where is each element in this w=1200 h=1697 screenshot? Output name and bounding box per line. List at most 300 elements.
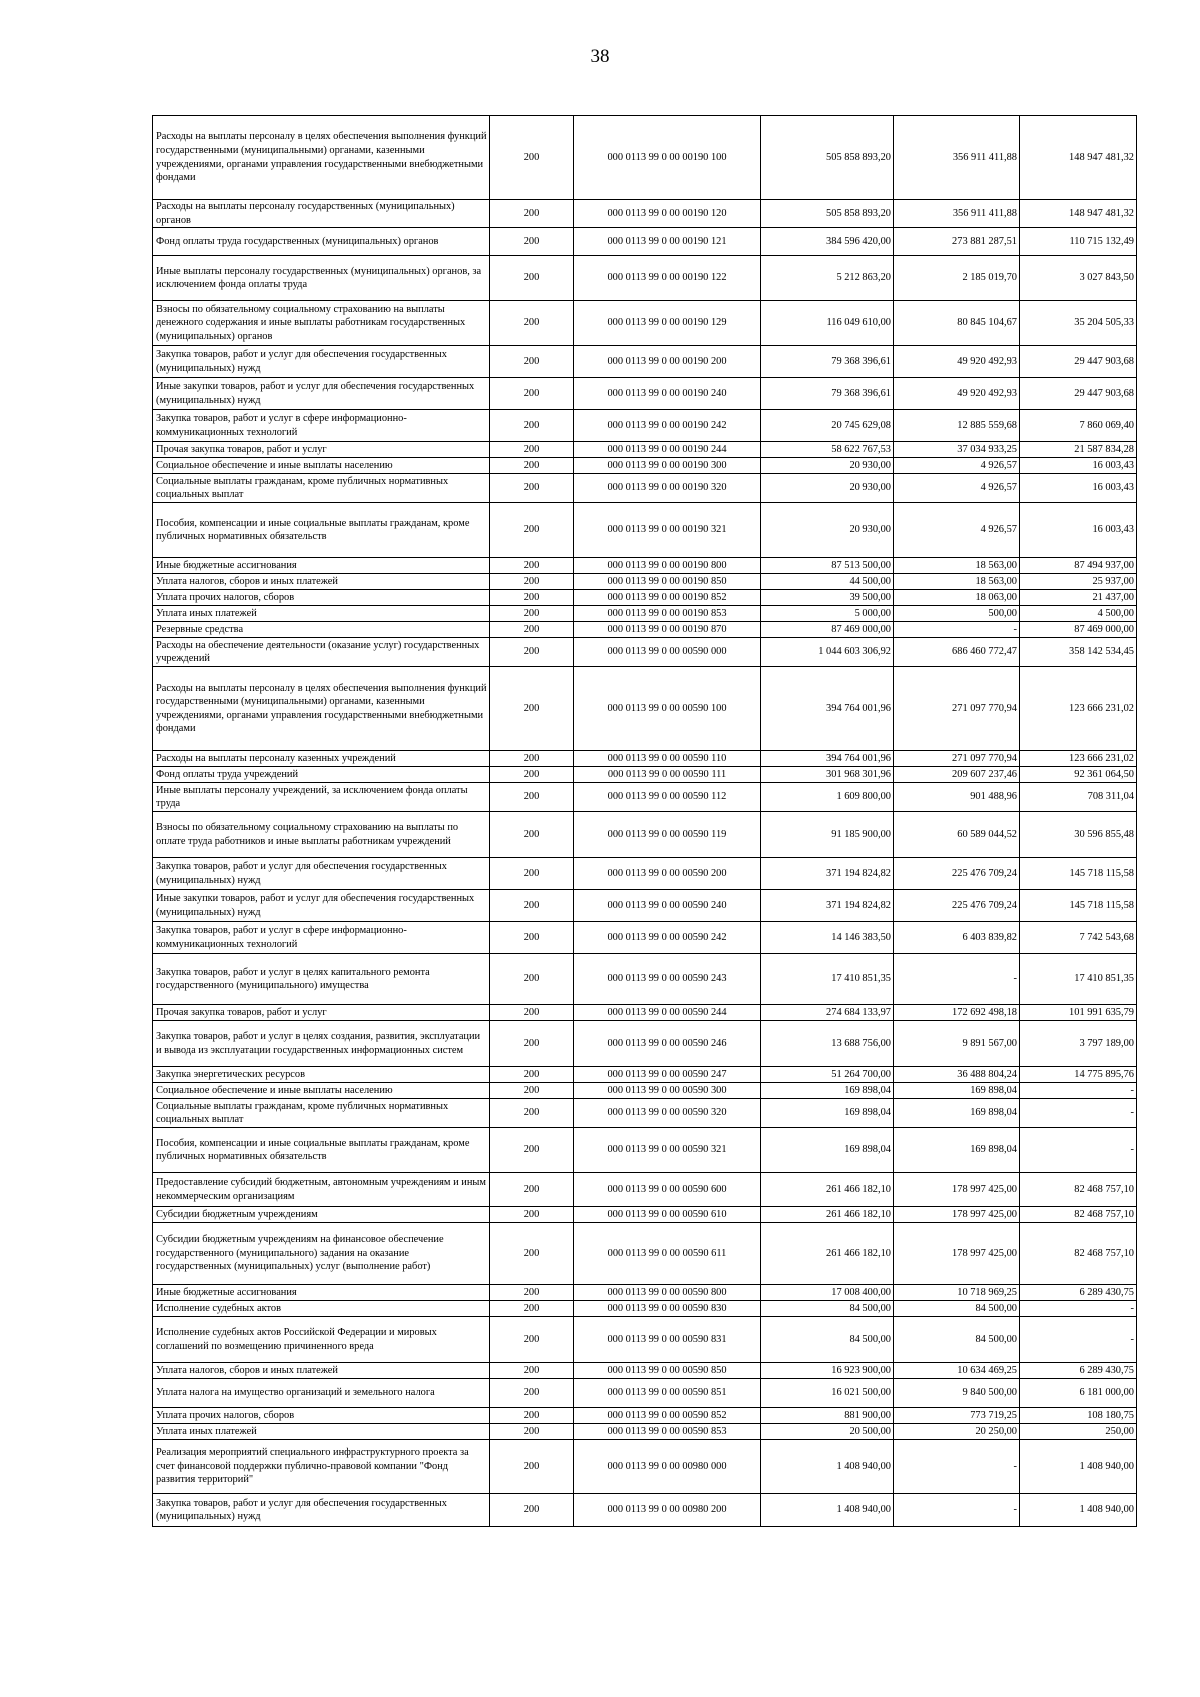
row-line-code: 200 bbox=[490, 458, 574, 474]
row-classification-code: 000 0113 99 0 00 00190 853 bbox=[574, 606, 761, 622]
row-classification-code: 000 0113 99 0 00 00190 870 bbox=[574, 622, 761, 638]
row-unexecuted-amount: 82 468 757,10 bbox=[1020, 1207, 1137, 1223]
row-line-code: 200 bbox=[490, 256, 574, 301]
row-classification-code: 000 0113 99 0 00 00190 121 bbox=[574, 228, 761, 256]
row-classification-code: 000 0113 99 0 00 00190 321 bbox=[574, 503, 761, 558]
row-name: Уплата иных платежей bbox=[153, 606, 490, 622]
row-executed-amount: 4 926,57 bbox=[894, 474, 1020, 503]
row-unexecuted-amount: 358 142 534,45 bbox=[1020, 638, 1137, 667]
row-line-code: 200 bbox=[490, 1301, 574, 1317]
row-classification-code: 000 0113 99 0 00 00590 831 bbox=[574, 1317, 761, 1363]
row-classification-code: 000 0113 99 0 00 00590 247 bbox=[574, 1067, 761, 1083]
row-executed-amount: 4 926,57 bbox=[894, 503, 1020, 558]
row-approved-amount: 51 264 700,00 bbox=[761, 1067, 894, 1083]
table-row bbox=[153, 1285, 1137, 1301]
table-row bbox=[153, 1021, 1137, 1067]
row-unexecuted-amount: 21 437,00 bbox=[1020, 590, 1137, 606]
row-executed-amount: 60 589 044,52 bbox=[894, 812, 1020, 858]
row-unexecuted-amount: 7 860 069,40 bbox=[1020, 410, 1137, 442]
row-approved-amount: 16 923 900,00 bbox=[761, 1363, 894, 1379]
row-unexecuted-amount: 17 410 851,35 bbox=[1020, 954, 1137, 1005]
table-row bbox=[153, 590, 1137, 606]
row-executed-amount: - bbox=[894, 1440, 1020, 1494]
row-line-code: 200 bbox=[490, 1223, 574, 1285]
row-name: Расходы на выплаты персоналу в целях обеспечения выполнения функций государственными (муниципальными) органами, казенными учреждениями, органами управления государственными внебюджетными фондами bbox=[153, 667, 490, 751]
row-line-code: 200 bbox=[490, 1408, 574, 1424]
row-line-code: 200 bbox=[490, 410, 574, 442]
table-row bbox=[153, 1067, 1137, 1083]
row-executed-amount: 178 997 425,00 bbox=[894, 1207, 1020, 1223]
table-row bbox=[153, 890, 1137, 922]
row-executed-amount: 84 500,00 bbox=[894, 1301, 1020, 1317]
row-line-code: 200 bbox=[490, 638, 574, 667]
row-line-code: 200 bbox=[490, 590, 574, 606]
row-approved-amount: 1 408 940,00 bbox=[761, 1494, 894, 1527]
row-classification-code: 000 0113 99 0 00 00590 246 bbox=[574, 1021, 761, 1067]
row-approved-amount: 274 684 133,97 bbox=[761, 1005, 894, 1021]
row-line-code: 200 bbox=[490, 301, 574, 346]
row-name: Резервные средства bbox=[153, 622, 490, 638]
row-approved-amount: 79 368 396,61 bbox=[761, 346, 894, 378]
row-name: Иные выплаты персоналу государственных (муниципальных) органов, за исключением фонда оплаты труда bbox=[153, 256, 490, 301]
row-unexecuted-amount: 14 775 895,76 bbox=[1020, 1067, 1137, 1083]
row-line-code: 200 bbox=[490, 1067, 574, 1083]
table-row bbox=[153, 812, 1137, 858]
row-name: Фонд оплаты труда учреждений bbox=[153, 767, 490, 783]
row-name: Расходы на обеспечение деятельности (оказание услуг) государственных учреждений bbox=[153, 638, 490, 667]
row-classification-code: 000 0113 99 0 00 00190 244 bbox=[574, 442, 761, 458]
row-name: Исполнение судебных актов Российской Федерации и мировых соглашений по возмещению причиненного вреда bbox=[153, 1317, 490, 1363]
row-name: Закупка товаров, работ и услуг в сфере информационно-коммуникационных технологий bbox=[153, 410, 490, 442]
table-row bbox=[153, 116, 1137, 200]
row-unexecuted-amount: - bbox=[1020, 1317, 1137, 1363]
row-unexecuted-amount: 16 003,43 bbox=[1020, 458, 1137, 474]
row-approved-amount: 169 898,04 bbox=[761, 1099, 894, 1128]
row-executed-amount: 209 607 237,46 bbox=[894, 767, 1020, 783]
row-name: Социальные выплаты гражданам, кроме публичных нормативных социальных выплат bbox=[153, 474, 490, 503]
row-name: Уплата иных платежей bbox=[153, 1424, 490, 1440]
row-classification-code: 000 0113 99 0 00 00190 300 bbox=[574, 458, 761, 474]
row-approved-amount: 394 764 001,96 bbox=[761, 667, 894, 751]
row-executed-amount: 178 997 425,00 bbox=[894, 1223, 1020, 1285]
table-row bbox=[153, 1424, 1137, 1440]
row-line-code: 200 bbox=[490, 767, 574, 783]
row-name: Расходы на выплаты персоналу в целях обеспечения выполнения функций государственными (муниципальными) органами, казенными учреждениями, органами управления государственными внебюджетными фондами bbox=[153, 116, 490, 200]
row-unexecuted-amount: 7 742 543,68 bbox=[1020, 922, 1137, 954]
row-unexecuted-amount: - bbox=[1020, 1083, 1137, 1099]
row-name: Иные закупки товаров, работ и услуг для обеспечения государственных (муниципальных) нужд bbox=[153, 890, 490, 922]
table-row bbox=[153, 783, 1137, 812]
row-classification-code: 000 0113 99 0 00 00590 800 bbox=[574, 1285, 761, 1301]
row-unexecuted-amount: 3 027 843,50 bbox=[1020, 256, 1137, 301]
row-name: Иные выплаты персоналу учреждений, за исключением фонда оплаты труда bbox=[153, 783, 490, 812]
page-number: 38 bbox=[590, 46, 610, 67]
table-row bbox=[153, 474, 1137, 503]
table-row bbox=[153, 751, 1137, 767]
row-line-code: 200 bbox=[490, 442, 574, 458]
row-unexecuted-amount: - bbox=[1020, 1128, 1137, 1173]
row-classification-code: 000 0113 99 0 00 00590 321 bbox=[574, 1128, 761, 1173]
row-executed-amount: 172 692 498,18 bbox=[894, 1005, 1020, 1021]
row-name: Субсидии бюджетным учреждениям на финансовое обеспечение государственного (муниципального) задания на оказание государственных (муниципальных) услуг (выполнение работ) bbox=[153, 1223, 490, 1285]
row-classification-code: 000 0113 99 0 00 00590 200 bbox=[574, 858, 761, 890]
row-approved-amount: 881 900,00 bbox=[761, 1408, 894, 1424]
row-line-code: 200 bbox=[490, 1128, 574, 1173]
row-classification-code: 000 0113 99 0 00 00590 110 bbox=[574, 751, 761, 767]
row-name: Исполнение судебных актов bbox=[153, 1301, 490, 1317]
row-unexecuted-amount: 250,00 bbox=[1020, 1424, 1137, 1440]
table-row bbox=[153, 1408, 1137, 1424]
row-unexecuted-amount: 6 289 430,75 bbox=[1020, 1285, 1137, 1301]
row-unexecuted-amount: 30 596 855,48 bbox=[1020, 812, 1137, 858]
row-line-code: 200 bbox=[490, 558, 574, 574]
table-row bbox=[153, 442, 1137, 458]
row-classification-code: 000 0113 99 0 00 00590 852 bbox=[574, 1408, 761, 1424]
table-row bbox=[153, 767, 1137, 783]
table-row bbox=[153, 1173, 1137, 1207]
row-name: Прочая закупка товаров, работ и услуг bbox=[153, 1005, 490, 1021]
row-name: Иные бюджетные ассигнования bbox=[153, 1285, 490, 1301]
row-line-code: 200 bbox=[490, 890, 574, 922]
row-name: Реализация мероприятий специального инфраструктурного проекта за счет финансовой поддержки публично-правовой компании "Фонд развития территорий" bbox=[153, 1440, 490, 1494]
table-row bbox=[153, 256, 1137, 301]
row-executed-amount: - bbox=[894, 1494, 1020, 1527]
row-classification-code: 000 0113 99 0 00 00590 320 bbox=[574, 1099, 761, 1128]
row-name: Пособия, компенсации и иные социальные выплаты гражданам, кроме публичных нормативных обязательств bbox=[153, 503, 490, 558]
row-unexecuted-amount: 92 361 064,50 bbox=[1020, 767, 1137, 783]
row-approved-amount: 261 466 182,10 bbox=[761, 1173, 894, 1207]
row-approved-amount: 371 194 824,82 bbox=[761, 890, 894, 922]
row-approved-amount: 13 688 756,00 bbox=[761, 1021, 894, 1067]
row-classification-code: 000 0113 99 0 00 00590 111 bbox=[574, 767, 761, 783]
row-line-code: 200 bbox=[490, 574, 574, 590]
row-executed-amount: 9 891 567,00 bbox=[894, 1021, 1020, 1067]
row-approved-amount: 17 008 400,00 bbox=[761, 1285, 894, 1301]
row-executed-amount: 6 403 839,82 bbox=[894, 922, 1020, 954]
row-approved-amount: 1 044 603 306,92 bbox=[761, 638, 894, 667]
row-unexecuted-amount: - bbox=[1020, 1301, 1137, 1317]
table-row bbox=[153, 1128, 1137, 1173]
row-executed-amount: 178 997 425,00 bbox=[894, 1173, 1020, 1207]
row-line-code: 200 bbox=[490, 858, 574, 890]
budget-table-body bbox=[153, 116, 1137, 1527]
row-unexecuted-amount: 110 715 132,49 bbox=[1020, 228, 1137, 256]
row-unexecuted-amount: - bbox=[1020, 1099, 1137, 1128]
row-approved-amount: 79 368 396,61 bbox=[761, 378, 894, 410]
row-unexecuted-amount: 6 181 000,00 bbox=[1020, 1379, 1137, 1408]
row-name: Закупка товаров, работ и услуг в целях создания, развития, эксплуатации и вывода из эксплуатации государственных информационных систем bbox=[153, 1021, 490, 1067]
row-approved-amount: 20 930,00 bbox=[761, 474, 894, 503]
row-classification-code: 000 0113 99 0 00 00190 852 bbox=[574, 590, 761, 606]
row-approved-amount: 91 185 900,00 bbox=[761, 812, 894, 858]
row-name: Уплата прочих налогов, сборов bbox=[153, 590, 490, 606]
row-classification-code: 000 0113 99 0 00 00590 112 bbox=[574, 783, 761, 812]
table-row bbox=[153, 503, 1137, 558]
row-approved-amount: 14 146 383,50 bbox=[761, 922, 894, 954]
row-approved-amount: 17 410 851,35 bbox=[761, 954, 894, 1005]
row-executed-amount: 84 500,00 bbox=[894, 1317, 1020, 1363]
row-unexecuted-amount: 123 666 231,02 bbox=[1020, 751, 1137, 767]
table-row bbox=[153, 954, 1137, 1005]
row-classification-code: 000 0113 99 0 00 00590 240 bbox=[574, 890, 761, 922]
row-line-code: 200 bbox=[490, 622, 574, 638]
row-approved-amount: 5 000,00 bbox=[761, 606, 894, 622]
row-executed-amount: 169 898,04 bbox=[894, 1128, 1020, 1173]
row-line-code: 200 bbox=[490, 751, 574, 767]
row-executed-amount: 18 063,00 bbox=[894, 590, 1020, 606]
row-executed-amount: 12 885 559,68 bbox=[894, 410, 1020, 442]
table-row bbox=[153, 558, 1137, 574]
row-name: Взносы по обязательному социальному страхованию на выплаты по оплате труда работников и иные выплаты работникам учреждений bbox=[153, 812, 490, 858]
row-unexecuted-amount: 1 408 940,00 bbox=[1020, 1494, 1137, 1527]
row-executed-amount: 169 898,04 bbox=[894, 1099, 1020, 1128]
table-row bbox=[153, 1223, 1137, 1285]
row-approved-amount: 384 596 420,00 bbox=[761, 228, 894, 256]
table-row bbox=[153, 638, 1137, 667]
row-classification-code: 000 0113 99 0 00 00590 851 bbox=[574, 1379, 761, 1408]
row-classification-code: 000 0113 99 0 00 00190 240 bbox=[574, 378, 761, 410]
row-classification-code: 000 0113 99 0 00 00190 850 bbox=[574, 574, 761, 590]
row-executed-amount: 10 718 969,25 bbox=[894, 1285, 1020, 1301]
row-approved-amount: 116 049 610,00 bbox=[761, 301, 894, 346]
table-row bbox=[153, 1083, 1137, 1099]
row-line-code: 200 bbox=[490, 346, 574, 378]
row-line-code: 200 bbox=[490, 1363, 574, 1379]
row-approved-amount: 20 930,00 bbox=[761, 458, 894, 474]
row-name: Закупка товаров, работ и услуг для обеспечения государственных (муниципальных) нужд bbox=[153, 858, 490, 890]
row-unexecuted-amount: 145 718 115,58 bbox=[1020, 858, 1137, 890]
row-unexecuted-amount: 101 991 635,79 bbox=[1020, 1005, 1137, 1021]
row-line-code: 200 bbox=[490, 954, 574, 1005]
row-classification-code: 000 0113 99 0 00 00590 830 bbox=[574, 1301, 761, 1317]
row-executed-amount: - bbox=[894, 622, 1020, 638]
row-approved-amount: 301 968 301,96 bbox=[761, 767, 894, 783]
row-unexecuted-amount: 25 937,00 bbox=[1020, 574, 1137, 590]
table-row bbox=[153, 200, 1137, 228]
row-approved-amount: 20 930,00 bbox=[761, 503, 894, 558]
row-approved-amount: 84 500,00 bbox=[761, 1301, 894, 1317]
row-name: Закупка товаров, работ и услуг в сфере информационно-коммуникационных технологий bbox=[153, 922, 490, 954]
row-approved-amount: 20 745 629,08 bbox=[761, 410, 894, 442]
row-name: Субсидии бюджетным учреждениям bbox=[153, 1207, 490, 1223]
row-classification-code: 000 0113 99 0 00 00590 242 bbox=[574, 922, 761, 954]
row-line-code: 200 bbox=[490, 1021, 574, 1067]
row-classification-code: 000 0113 99 0 00 00590 119 bbox=[574, 812, 761, 858]
row-name: Фонд оплаты труда государственных (муниципальных) органов bbox=[153, 228, 490, 256]
row-classification-code: 000 0113 99 0 00 00190 800 bbox=[574, 558, 761, 574]
row-executed-amount: 80 845 104,67 bbox=[894, 301, 1020, 346]
row-line-code: 200 bbox=[490, 812, 574, 858]
table-row bbox=[153, 301, 1137, 346]
row-unexecuted-amount: 29 447 903,68 bbox=[1020, 346, 1137, 378]
row-name: Социальное обеспечение и иные выплаты населению bbox=[153, 458, 490, 474]
row-unexecuted-amount: 708 311,04 bbox=[1020, 783, 1137, 812]
row-name: Уплата прочих налогов, сборов bbox=[153, 1408, 490, 1424]
budget-table bbox=[152, 115, 1137, 1527]
row-name: Уплата налогов, сборов и иных платежей bbox=[153, 574, 490, 590]
row-unexecuted-amount: 16 003,43 bbox=[1020, 503, 1137, 558]
row-line-code: 200 bbox=[490, 1317, 574, 1363]
row-executed-amount: 18 563,00 bbox=[894, 558, 1020, 574]
row-line-code: 200 bbox=[490, 1083, 574, 1099]
row-executed-amount: 225 476 709,24 bbox=[894, 890, 1020, 922]
row-approved-amount: 394 764 001,96 bbox=[761, 751, 894, 767]
table-row bbox=[153, 1440, 1137, 1494]
row-classification-code: 000 0113 99 0 00 00190 122 bbox=[574, 256, 761, 301]
row-classification-code: 000 0113 99 0 00 00590 244 bbox=[574, 1005, 761, 1021]
row-name: Расходы на выплаты персоналу казенных учреждений bbox=[153, 751, 490, 767]
row-classification-code: 000 0113 99 0 00 00590 243 bbox=[574, 954, 761, 1005]
row-executed-amount: 9 840 500,00 bbox=[894, 1379, 1020, 1408]
row-approved-amount: 505 858 893,20 bbox=[761, 200, 894, 228]
row-executed-amount: 20 250,00 bbox=[894, 1424, 1020, 1440]
row-approved-amount: 169 898,04 bbox=[761, 1083, 894, 1099]
row-line-code: 200 bbox=[490, 116, 574, 200]
row-executed-amount: 4 926,57 bbox=[894, 458, 1020, 474]
table-row bbox=[153, 1379, 1137, 1408]
row-executed-amount: 773 719,25 bbox=[894, 1408, 1020, 1424]
table-row bbox=[153, 1005, 1137, 1021]
row-classification-code: 000 0113 99 0 00 00190 129 bbox=[574, 301, 761, 346]
row-unexecuted-amount: 4 500,00 bbox=[1020, 606, 1137, 622]
table-row bbox=[153, 1099, 1137, 1128]
row-unexecuted-amount: 82 468 757,10 bbox=[1020, 1173, 1137, 1207]
row-classification-code: 000 0113 99 0 00 00590 300 bbox=[574, 1083, 761, 1099]
row-line-code: 200 bbox=[490, 228, 574, 256]
row-line-code: 200 bbox=[490, 1173, 574, 1207]
row-approved-amount: 261 466 182,10 bbox=[761, 1223, 894, 1285]
table-row bbox=[153, 622, 1137, 638]
row-executed-amount: - bbox=[894, 954, 1020, 1005]
row-line-code: 200 bbox=[490, 200, 574, 228]
row-approved-amount: 58 622 767,53 bbox=[761, 442, 894, 458]
row-line-code: 200 bbox=[490, 606, 574, 622]
row-executed-amount: 49 920 492,93 bbox=[894, 378, 1020, 410]
row-name: Прочая закупка товаров, работ и услуг bbox=[153, 442, 490, 458]
table-row bbox=[153, 1494, 1137, 1527]
row-name: Расходы на выплаты персоналу государственных (муниципальных) органов bbox=[153, 200, 490, 228]
row-name: Иные бюджетные ассигнования bbox=[153, 558, 490, 574]
row-line-code: 200 bbox=[490, 1379, 574, 1408]
table-row bbox=[153, 346, 1137, 378]
row-line-code: 200 bbox=[490, 667, 574, 751]
row-line-code: 200 bbox=[490, 378, 574, 410]
row-name: Иные закупки товаров, работ и услуг для обеспечения государственных (муниципальных) нужд bbox=[153, 378, 490, 410]
row-line-code: 200 bbox=[490, 1285, 574, 1301]
row-executed-amount: 356 911 411,88 bbox=[894, 116, 1020, 200]
row-approved-amount: 16 021 500,00 bbox=[761, 1379, 894, 1408]
row-unexecuted-amount: 3 797 189,00 bbox=[1020, 1021, 1137, 1067]
row-approved-amount: 20 500,00 bbox=[761, 1424, 894, 1440]
row-classification-code: 000 0113 99 0 00 00980 000 bbox=[574, 1440, 761, 1494]
row-name: Пособия, компенсации и иные социальные выплаты гражданам, кроме публичных нормативных обязательств bbox=[153, 1128, 490, 1173]
row-name: Взносы по обязательному социальному страхованию на выплаты денежного содержания и иные выплаты работникам государственных (муниципальных) органов bbox=[153, 301, 490, 346]
row-name: Закупка энергетических ресурсов bbox=[153, 1067, 490, 1083]
row-line-code: 200 bbox=[490, 1494, 574, 1527]
row-line-code: 200 bbox=[490, 474, 574, 503]
table-row bbox=[153, 410, 1137, 442]
row-name: Закупка товаров, работ и услуг для обеспечения государственных (муниципальных) нужд bbox=[153, 346, 490, 378]
row-unexecuted-amount: 148 947 481,32 bbox=[1020, 116, 1137, 200]
row-classification-code: 000 0113 99 0 00 00190 242 bbox=[574, 410, 761, 442]
row-line-code: 200 bbox=[490, 1099, 574, 1128]
row-executed-amount: 169 898,04 bbox=[894, 1083, 1020, 1099]
table-row bbox=[153, 667, 1137, 751]
row-classification-code: 000 0113 99 0 00 00190 100 bbox=[574, 116, 761, 200]
row-classification-code: 000 0113 99 0 00 00190 320 bbox=[574, 474, 761, 503]
row-executed-amount: 37 034 933,25 bbox=[894, 442, 1020, 458]
row-executed-amount: 686 460 772,47 bbox=[894, 638, 1020, 667]
row-name: Социальное обеспечение и иные выплаты населению bbox=[153, 1083, 490, 1099]
table-row bbox=[153, 378, 1137, 410]
row-unexecuted-amount: 1 408 940,00 bbox=[1020, 1440, 1137, 1494]
row-executed-amount: 901 488,96 bbox=[894, 783, 1020, 812]
row-unexecuted-amount: 108 180,75 bbox=[1020, 1408, 1137, 1424]
row-line-code: 200 bbox=[490, 1207, 574, 1223]
row-approved-amount: 1 609 800,00 bbox=[761, 783, 894, 812]
row-line-code: 200 bbox=[490, 1005, 574, 1021]
row-classification-code: 000 0113 99 0 00 00980 200 bbox=[574, 1494, 761, 1527]
row-unexecuted-amount: 145 718 115,58 bbox=[1020, 890, 1137, 922]
table-row bbox=[153, 1207, 1137, 1223]
row-name: Уплата налогов, сборов и иных платежей bbox=[153, 1363, 490, 1379]
row-executed-amount: 225 476 709,24 bbox=[894, 858, 1020, 890]
row-line-code: 200 bbox=[490, 1424, 574, 1440]
row-line-code: 200 bbox=[490, 1440, 574, 1494]
table-row bbox=[153, 858, 1137, 890]
row-executed-amount: 49 920 492,93 bbox=[894, 346, 1020, 378]
row-unexecuted-amount: 148 947 481,32 bbox=[1020, 200, 1137, 228]
row-executed-amount: 2 185 019,70 bbox=[894, 256, 1020, 301]
row-executed-amount: 273 881 287,51 bbox=[894, 228, 1020, 256]
row-unexecuted-amount: 16 003,43 bbox=[1020, 474, 1137, 503]
row-line-code: 200 bbox=[490, 783, 574, 812]
row-approved-amount: 87 513 500,00 bbox=[761, 558, 894, 574]
row-line-code: 200 bbox=[490, 503, 574, 558]
row-approved-amount: 1 408 940,00 bbox=[761, 1440, 894, 1494]
row-approved-amount: 5 212 863,20 bbox=[761, 256, 894, 301]
row-unexecuted-amount: 87 494 937,00 bbox=[1020, 558, 1137, 574]
row-approved-amount: 44 500,00 bbox=[761, 574, 894, 590]
row-executed-amount: 36 488 804,24 bbox=[894, 1067, 1020, 1083]
row-approved-amount: 371 194 824,82 bbox=[761, 858, 894, 890]
row-classification-code: 000 0113 99 0 00 00590 610 bbox=[574, 1207, 761, 1223]
table-row bbox=[153, 1317, 1137, 1363]
row-unexecuted-amount: 6 289 430,75 bbox=[1020, 1363, 1137, 1379]
row-name: Предоставление субсидий бюджетным, автономным учреждениям и иным некоммерческим организациям bbox=[153, 1173, 490, 1207]
table-row bbox=[153, 1363, 1137, 1379]
row-name: Закупка товаров, работ и услуг в целях капитального ремонта государственного (муниципального) имущества bbox=[153, 954, 490, 1005]
row-classification-code: 000 0113 99 0 00 00590 853 bbox=[574, 1424, 761, 1440]
row-name: Закупка товаров, работ и услуг для обеспечения государственных (муниципальных) нужд bbox=[153, 1494, 490, 1527]
row-classification-code: 000 0113 99 0 00 00590 000 bbox=[574, 638, 761, 667]
row-classification-code: 000 0113 99 0 00 00590 850 bbox=[574, 1363, 761, 1379]
row-approved-amount: 505 858 893,20 bbox=[761, 116, 894, 200]
row-unexecuted-amount: 21 587 834,28 bbox=[1020, 442, 1137, 458]
row-approved-amount: 87 469 000,00 bbox=[761, 622, 894, 638]
row-executed-amount: 500,00 bbox=[894, 606, 1020, 622]
table-row bbox=[153, 922, 1137, 954]
row-unexecuted-amount: 123 666 231,02 bbox=[1020, 667, 1137, 751]
row-classification-code: 000 0113 99 0 00 00190 120 bbox=[574, 200, 761, 228]
row-executed-amount: 356 911 411,88 bbox=[894, 200, 1020, 228]
table-row bbox=[153, 228, 1137, 256]
row-classification-code: 000 0113 99 0 00 00190 200 bbox=[574, 346, 761, 378]
row-unexecuted-amount: 35 204 505,33 bbox=[1020, 301, 1137, 346]
row-unexecuted-amount: 29 447 903,68 bbox=[1020, 378, 1137, 410]
row-name: Социальные выплаты гражданам, кроме публичных нормативных социальных выплат bbox=[153, 1099, 490, 1128]
table-row bbox=[153, 1301, 1137, 1317]
